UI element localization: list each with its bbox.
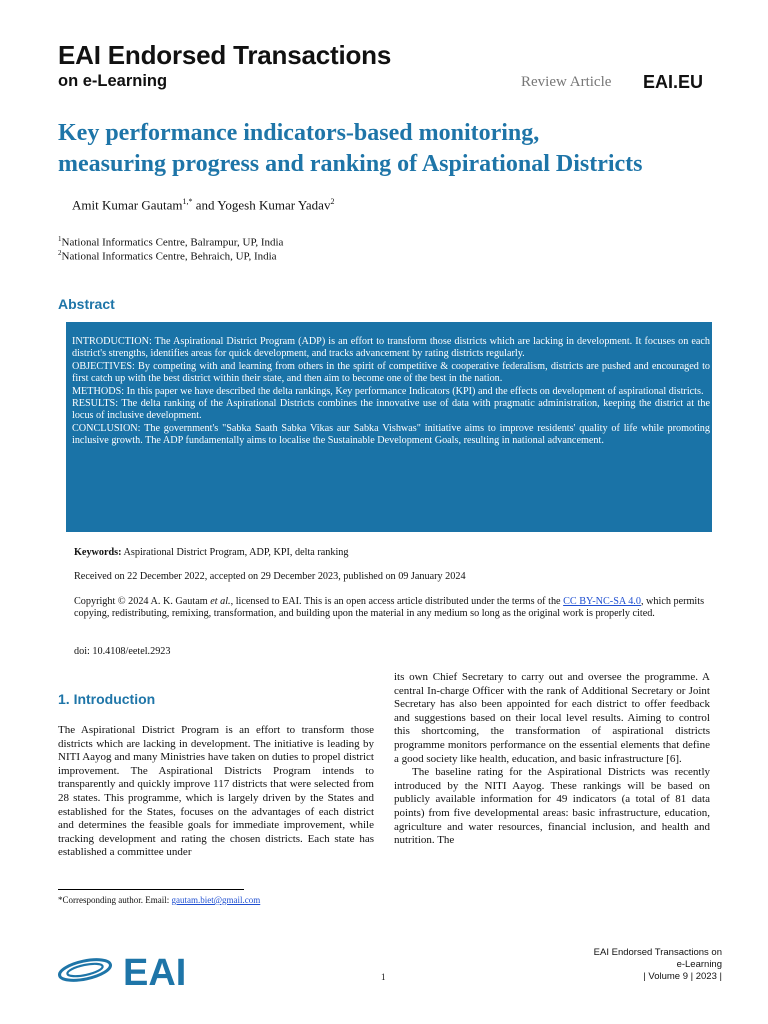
logo-swoosh-outer <box>58 956 113 984</box>
footer-line-3: | Volume 9 | 2023 | <box>643 971 722 982</box>
journal-subtitle: on e-Learning <box>58 72 168 90</box>
title-line-1: Key performance indicators-based monitoring, <box>58 120 540 146</box>
copyright-mid: , licensed to EAI. This is an open access article distributed under the terms of the <box>230 596 564 607</box>
body-paragraph-1-part-2: its own Chief Secretary to carry out and oversee the programme. A central In-charge Officer with the rank of Additional Secretary or Joint Secretary has also been appointed for each district to offer feedback and suggestions based on their local level results. Aiming to control this shortcoming, the transformation of aspirational districts programme monitors performance on the essential elements that define a good society like health, education, and basic infrastructure [6]. <box>394 671 710 765</box>
affiliation-1 <box>58 235 283 249</box>
author-list <box>72 197 334 213</box>
copyright-post: , which permits copying, redistributing, remixing, transformation, and building upon the material in any medium so long as the original work is properly cited. <box>74 596 705 620</box>
received-dates: Received on 22 December 2022, accepted on 29 December 2023, published on 09 January 2024 <box>74 571 466 582</box>
eai-logo-mark <box>55 948 215 990</box>
section-heading-introduction: 1. Introduction <box>58 691 156 707</box>
footnote-text: *Corresponding author. Email: <box>58 895 172 905</box>
affiliation-2-number: 2 <box>58 249 62 257</box>
page-number: 1 <box>381 972 386 982</box>
body-column-left <box>58 724 374 860</box>
footer-line-1: EAI Endorsed Transactions on <box>593 947 722 958</box>
keywords <box>74 547 348 558</box>
abstract-objectives: OBJECTIVES: By competing with and learning from others in the spirit of competitive & cooperative federalism, districts are pushed and encouraged to first catch up with the best district within their state, and then aim to become one of the best in the nation. <box>72 360 710 385</box>
footer-journal-info <box>548 947 722 983</box>
footer-line-2: e-Learning <box>676 959 722 970</box>
author-2-affiliation-mark: 2 <box>330 197 335 206</box>
article-title <box>58 118 748 180</box>
journal-title: EAI Endorsed Transactions <box>58 40 392 70</box>
site-label[interactable]: EAI.EU <box>643 72 704 92</box>
license-link[interactable]: CC BY-NC-SA 4.0 <box>563 596 641 607</box>
author-1-affiliation-mark: 1,* <box>182 197 193 206</box>
keywords-label: Keywords: <box>74 547 122 558</box>
copyright-pre: Copyright © 2024 A. K. Gautam <box>74 596 211 607</box>
doi: doi: 10.4108/eetel.2923 <box>74 646 171 657</box>
title-line-2: measuring progress and ranking of Aspirational Districts <box>58 151 643 177</box>
affiliation-2-text: National Informatics Centre, Behraich, UP, India <box>61 250 277 263</box>
article-type-label: Review Article <box>521 74 612 90</box>
eai-logo <box>55 948 215 995</box>
body-paragraph-2: The baseline rating for the Aspirational Districts was recently introduced by the NITI Aayog. These rankings will be based on publicly available information for 49 indicators (a total of 81 data points) from five developmental areas: basic infrastructure, education, agriculture and water resources, financial inclusion, and health and nutrition. The <box>394 766 710 847</box>
footnote-rule <box>58 889 244 890</box>
copyright-notice <box>74 596 706 621</box>
author-joiner: and <box>192 197 218 213</box>
affiliation-1-text: National Informatics Centre, Balrampur, UP, India <box>61 236 284 249</box>
affiliation-2 <box>58 249 277 263</box>
body-paragraph-1-part-1: The Aspirational District Program is an effort to transform those districts which are lacking in development. The initiative is leading by NITI Aayog and many Ministries have taken on duties to propel district improvement. The Aspirational Districts Program intends to transparently and quickly improve 117 districts that were selected from 28 states. This programme, which is largely driven by the States and established for the States, focuses on the advantages of each district and determines the feasible goals for immediate improvement, while tracking development and rating the chosen districts. Each state has established a committee under <box>58 724 374 859</box>
keywords-list: Aspirational District Program, ADP, KPI, delta ranking <box>121 547 349 558</box>
abstract-methods: METHODS: In this paper we have described the delta rankings, Key performance Indicators (KPI) and the effects on development of aspirational districts. <box>72 385 704 397</box>
abstract-heading: Abstract <box>58 296 115 312</box>
body-column-right <box>394 671 710 848</box>
author-2: Yogesh Kumar Yadav <box>217 197 331 213</box>
author-email-link[interactable]: gautam.biet@gmail.com <box>171 895 261 905</box>
author-1: Amit Kumar Gautam <box>72 197 183 213</box>
abstract-conclusion: CONCLUSION: The government's "Sabka Saath Sabka Vikas aur Sabka Vishwas" initiative aims to improve residents' quality of life while promoting inclusive growth. The ADP fundamentally aims to localise the Sustainable Development Goals, resulting in national advancement. <box>72 422 710 447</box>
abstract-introduction: INTRODUCTION: The Aspirational District Program (ADP) is an effort to transform those districts which are lacking in development. It focuses on each district's strengths, identifies areas for quick development, and tracks advancement by rating districts regularly. <box>72 336 710 360</box>
logo-text: EAI <box>123 952 187 990</box>
affiliation-1-number: 1 <box>58 235 62 243</box>
footnote <box>58 895 260 905</box>
abstract-results: RESULTS: The delta ranking of the Aspirational Districts combines the innovative use of data with pragmatic administration, keeping the district at the locus of inclusive development. <box>72 398 710 422</box>
abstract-box <box>66 322 712 532</box>
copyright-etal: et al. <box>210 596 231 607</box>
